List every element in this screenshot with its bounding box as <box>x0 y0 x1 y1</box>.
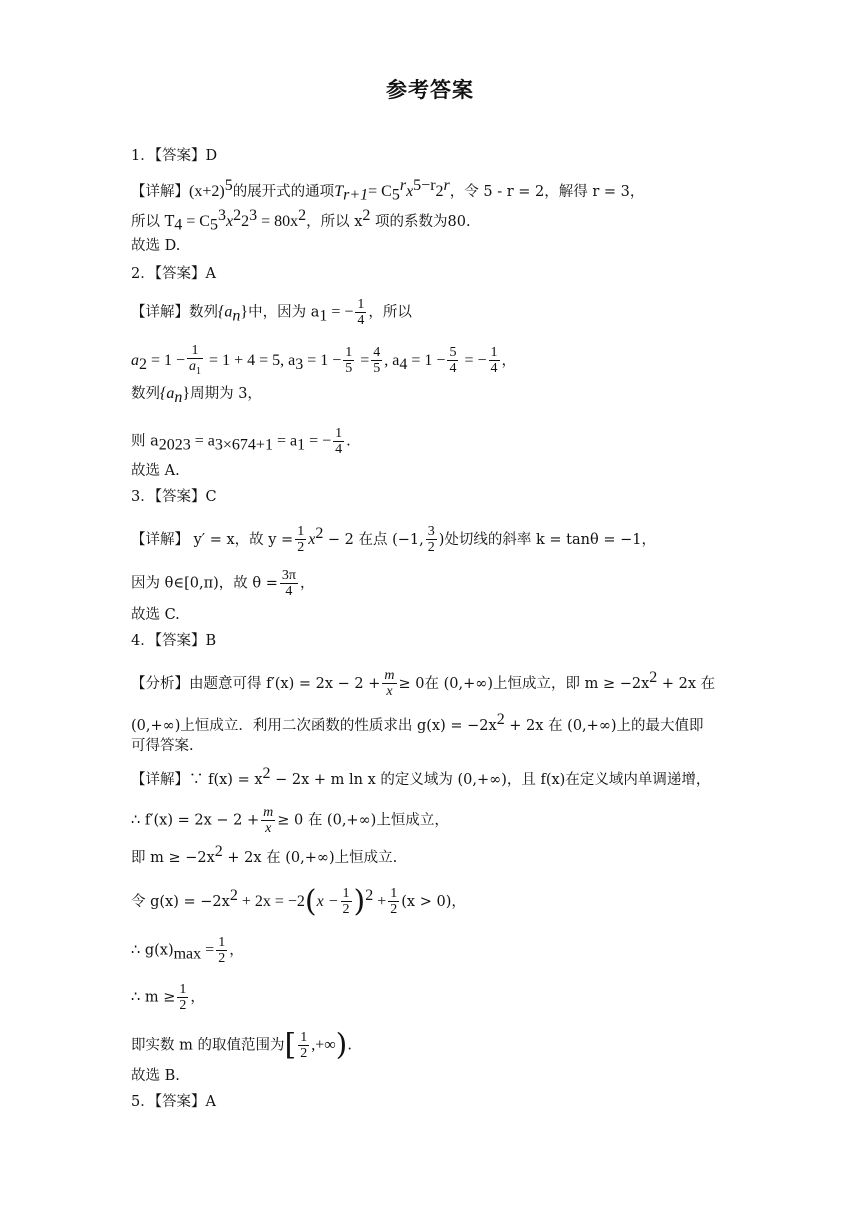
q4-deriv: ∴ f′(x) = 2x − 2 + <box>131 812 260 829</box>
frac-den: 4 <box>449 361 457 377</box>
q3-comma: ， <box>299 575 315 592</box>
q1-two-exp: r <box>443 177 450 194</box>
q1-so: 所以 T <box>131 213 175 230</box>
q4-explain-line-6 <box>131 982 205 1013</box>
q3-range: 因为 θ∈[0,π)，故 θ = <box>131 575 278 592</box>
q5-answer-text: 5．【答案】A <box>131 1094 216 1110</box>
q1-coef-value: 项的系数为80. <box>370 213 471 230</box>
q4-analysis-3: 可得答案. <box>131 738 194 754</box>
q2-then: 则 a <box>131 433 159 450</box>
q2-eq7: = a <box>190 432 215 450</box>
q2-answer <box>131 264 216 284</box>
q4-answer <box>131 631 216 651</box>
q2-a: a <box>131 351 139 369</box>
q3-frac-1 <box>295 524 306 555</box>
q4-gmax: ∴ g(x) <box>131 942 174 959</box>
q4-domain: − 2x + m ln x 的定义域为 (0,+∞)，且 f(x)在定义域内单调递增， <box>270 771 711 788</box>
q3-choice-text: 故选 C. <box>131 607 180 623</box>
q4-m-ge: ∴ m ≥ <box>131 989 176 1006</box>
q4-frac-3 <box>341 886 352 917</box>
q4-frac-2 <box>261 805 275 836</box>
q2-seq: {a <box>218 303 233 321</box>
q4-frac-7 <box>298 1030 309 1061</box>
frac-num: 5 <box>449 345 457 361</box>
q1-comb-sup: r <box>399 177 407 194</box>
q2-eq9: = − <box>305 432 332 450</box>
q2-seq2: {a <box>160 385 175 402</box>
q2-explain-line-1 <box>131 297 412 328</box>
q1-explain-label: 【详解】 <box>131 183 189 200</box>
q2-frac-2 <box>343 345 354 376</box>
q4-exp-4: 2 <box>214 843 223 860</box>
q4-frac-6 <box>177 982 188 1013</box>
q4-answer-text: 4．【答案】B <box>131 633 217 649</box>
q4-frac-4 <box>388 886 399 917</box>
frac-den: 5 <box>345 361 353 377</box>
q3-answer <box>131 487 217 507</box>
q1-x: x <box>406 182 414 200</box>
q1-explain-line-2 <box>131 206 471 236</box>
q2-a3-sub: 3 <box>295 355 304 373</box>
q3-text: 【详解】 y′ = x，故 y = <box>131 531 294 548</box>
q2-frac-5 <box>489 345 500 376</box>
q3-x: x <box>308 530 316 548</box>
frac-num: m <box>384 668 395 684</box>
q3-slope: )处切线的斜率 k = tanθ = −1， <box>438 531 656 548</box>
q2-so: ，所以 <box>368 304 412 321</box>
frac-den: 2 <box>427 540 435 556</box>
q4-explain-line-1 <box>131 764 710 790</box>
q2-frac-1 <box>187 343 203 379</box>
q4-explain-line-3 <box>131 842 397 868</box>
q1-comb: = C <box>368 182 392 200</box>
q4-explain: 【详解】∵ f(x) = x <box>131 771 263 788</box>
q2-a1-sub: 1 <box>319 307 328 325</box>
q4-analysis-line-1 <box>131 668 715 699</box>
q2-seq2-sub: n <box>174 388 183 406</box>
q1-coef-text: ，所以 x <box>306 213 363 230</box>
q2-a4-sub: 4 <box>399 355 408 373</box>
frac-den: 2 <box>342 902 350 918</box>
q1-choice <box>131 236 180 256</box>
q2-a2023-sub: 2023 <box>158 436 191 454</box>
q4-x-minus: x − <box>316 892 339 910</box>
q2-seq-text: 数列 <box>131 386 160 402</box>
frac-den: x <box>386 684 393 700</box>
q4-frac-5 <box>216 935 227 966</box>
q3-point: − 2 在点 (−1, <box>323 531 424 548</box>
q1-comb-sub: 5 <box>391 186 400 204</box>
q2-eq2: = 1 + 4 = 5, a <box>205 351 296 369</box>
frac-den: x <box>265 821 272 836</box>
frac-num: 1 <box>357 297 365 312</box>
q2-period-text: 周期为 3， <box>190 386 262 402</box>
frac-num: 1 <box>335 426 343 441</box>
q4-analysis-2b: + 2x 在 (0,+∞)上的最大值即 <box>504 717 704 734</box>
frac-num: 1 <box>390 886 398 902</box>
q1-two: 2 <box>435 182 444 200</box>
frac-num: 1 <box>187 343 203 359</box>
frac-den <box>187 359 203 379</box>
q5-answer <box>131 1092 216 1112</box>
q2-seq-sub: n <box>232 307 241 325</box>
q2-eq3: = 1 − <box>303 351 342 369</box>
q2-frac-4 <box>447 345 458 376</box>
frac-den: 2 <box>297 540 305 556</box>
q4-paren-open: ( <box>304 883 317 919</box>
frac-den-a: a <box>189 359 197 374</box>
q4-comma-1: ， <box>229 942 244 959</box>
frac-num: 1 <box>345 345 353 361</box>
q4-explain-line-7 <box>131 1027 352 1063</box>
q1-text: 的展开式的通项 <box>232 183 335 200</box>
q1-explain-line-1 <box>131 176 644 206</box>
frac-num: 1 <box>297 524 305 540</box>
q4-analysis-line-2 <box>131 710 704 736</box>
q2-frac-6 <box>333 426 344 457</box>
frac-num: 4 <box>373 345 381 361</box>
page-title: 参考答案 <box>386 78 474 102</box>
q3-frac-2 <box>426 524 437 555</box>
q4-range-text: 即实数 m 的取值范围为 <box>131 1037 285 1054</box>
q2-seq2-close: } <box>182 385 191 402</box>
frac-num: 3π <box>281 568 296 583</box>
q4-m-ineq: 即 m ≥ −2x <box>131 849 215 866</box>
q1-coef-exp: 2 <box>362 207 371 224</box>
q4-m-ineq-tail: + 2x 在 (0,+∞)上恒成立. <box>222 849 398 866</box>
q2-a2-sub: 2 <box>139 355 147 373</box>
q1-x2-exp: 2 <box>233 207 242 224</box>
q4-frac-1 <box>382 668 396 699</box>
q4-dot: . <box>347 1037 352 1054</box>
q1-binomial: (x+2) <box>189 182 225 200</box>
q2-a1-frac <box>355 297 366 328</box>
frac-den: 4 <box>285 584 293 599</box>
q4-choice <box>131 1066 180 1086</box>
q4-analysis: 【分析】由题意可得 f′(x) = 2x − 2 + <box>131 675 381 692</box>
q4-g-def: 令 g(x) = −2x <box>131 893 230 910</box>
frac-den: 4 <box>357 313 365 328</box>
q2-result <box>131 426 351 457</box>
q4-plus: + <box>373 892 387 910</box>
q4-bracket: [ <box>284 1027 297 1063</box>
q2-choice-text: 故选 A. <box>131 463 180 479</box>
frac-den: 4 <box>490 361 498 377</box>
frac-den: 2 <box>179 998 187 1013</box>
frac-num: m <box>263 805 274 820</box>
q2-text: 中，因为 a <box>248 304 320 321</box>
q2-answer-text: 2．【答案】A <box>131 266 216 282</box>
frac-num: 1 <box>300 1030 308 1045</box>
q4-cond: (x > 0)， <box>401 893 466 910</box>
q4-exp-3: 2 <box>262 765 271 782</box>
q2-eq5: = 1 − <box>407 351 446 369</box>
q1-two-b-exp: 3 <box>249 207 258 224</box>
q2-idx-sub: 3×674+1 <box>214 436 273 454</box>
q3-explain-line-1 <box>131 524 656 555</box>
q2-frac-3 <box>371 345 382 376</box>
q4-exp: 2 <box>649 669 658 686</box>
q4-max-sub: max <box>173 945 202 963</box>
frac-num: 1 <box>342 886 350 902</box>
q2-eq: = − <box>327 303 354 321</box>
q4-in: + 2x 在 <box>657 675 716 692</box>
q4-exp-2: 2 <box>496 711 505 728</box>
q1-binomial-exp: 5 <box>224 177 233 194</box>
q4-paren-close: ) <box>353 883 366 919</box>
q2-eq1: = 1 − <box>147 351 186 369</box>
q2-eq6: = − <box>460 351 487 369</box>
q2-dot: . <box>346 433 351 450</box>
q3-frac-3 <box>280 568 298 599</box>
q1-term-sub: r+1 <box>343 186 369 204</box>
q1-c-sup: 3 <box>217 207 226 224</box>
frac-den-sub: 1 <box>196 365 202 377</box>
frac-den: 5 <box>373 361 381 377</box>
q1-term-T: T <box>334 182 344 200</box>
q1-c: = C <box>182 212 210 230</box>
q4-exp-5: 2 <box>229 887 238 904</box>
q3-answer-text: 3．【答案】C <box>131 489 217 505</box>
q4-g-eq: + 2x = −2 <box>237 892 305 910</box>
frac-num: 1 <box>179 982 187 997</box>
q4-paren-r: ) <box>335 1027 348 1063</box>
q2-a4: , a <box>384 351 400 369</box>
q2-a1b-sub: 1 <box>297 436 306 454</box>
q4-choice-text: 故选 B. <box>131 1068 180 1084</box>
q4-comma-2: ， <box>190 989 205 1006</box>
q4-ineq: ≥ 0在 (0,+∞)上恒成立，即 m ≥ −2x <box>398 675 650 692</box>
q1-t4-sub: 4 <box>174 216 183 234</box>
q1-solve: ，令 5 - r = 2，解得 r = 3， <box>449 183 645 200</box>
q2-period <box>131 384 262 408</box>
q2-seq-close: } <box>240 303 249 321</box>
q1-x-exp: 5−r <box>413 177 436 194</box>
q4-explain-line-4 <box>131 883 466 919</box>
q1-x2: x <box>225 212 234 230</box>
q1-choice-text: 故选 D. <box>131 238 181 254</box>
q2-explain-line-2 <box>131 343 516 379</box>
q2-label: 【详解】数列 <box>131 304 218 321</box>
q4-eq: = <box>201 941 215 959</box>
frac-den: 2 <box>390 902 398 918</box>
q1-answer-text: 1．【答案】D <box>131 148 218 164</box>
frac-den: 4 <box>335 442 343 457</box>
frac-num: 1 <box>218 935 226 950</box>
q3-x-exp: 2 <box>315 525 324 542</box>
frac-den: 2 <box>300 1046 308 1061</box>
q4-inf: ,+∞ <box>311 1036 336 1054</box>
q1-answer <box>131 146 217 166</box>
q2-choice <box>131 461 180 481</box>
q4-explain-line-2 <box>131 805 449 836</box>
q4-deriv-tail: ≥ 0 在 (0,+∞)上恒成立， <box>277 812 449 829</box>
frac-num: 1 <box>490 345 498 361</box>
q1-result-exp: 2 <box>298 207 307 224</box>
q3-explain-line-2 <box>131 568 314 599</box>
frac-num: 3 <box>427 524 435 540</box>
q2-eq4: = <box>356 351 370 369</box>
q2-comma: ， <box>501 352 516 369</box>
q4-square: 2 <box>365 887 374 904</box>
q3-choice <box>131 605 180 625</box>
q1-two-b: 2 <box>241 212 250 230</box>
frac-den: 2 <box>218 951 226 966</box>
q4-explain-line-5 <box>131 935 244 966</box>
q4-analysis-2: (0,+∞)上恒成立．利用二次函数的性质求出 g(x) = −2x <box>131 717 497 734</box>
q4-analysis-line-3 <box>131 736 194 756</box>
q1-c-sub: 5 <box>209 216 218 234</box>
q2-eq8: = a <box>272 432 298 450</box>
q1-result: = 80x <box>257 212 299 230</box>
